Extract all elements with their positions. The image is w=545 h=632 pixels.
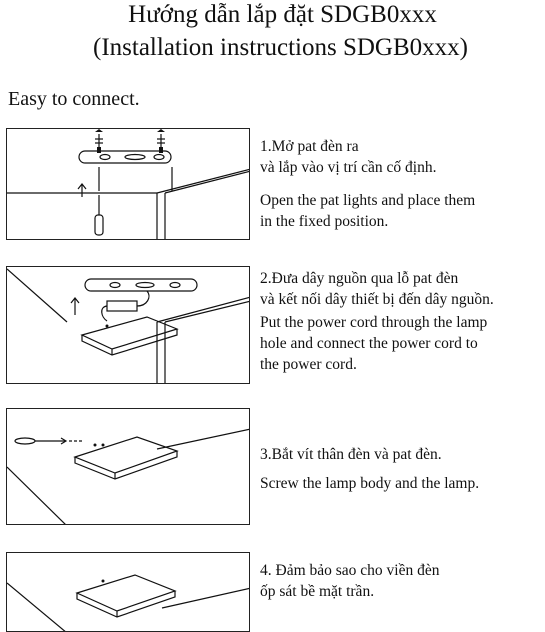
step-1-en-line-2: in the fixed position. <box>260 213 389 230</box>
step-3-en-line-1: Screw the lamp body and the lamp. <box>260 475 480 492</box>
screw-lamp-body-icon <box>7 409 250 525</box>
step-1 <box>6 128 541 243</box>
ceiling-bracket-mount-icon <box>7 129 250 240</box>
step-1-vi-line-1: 1.Mở pat đèn ra <box>260 138 359 155</box>
document-title-english: (Installation instructions SDGB0xxx) <box>93 34 468 61</box>
step-4-text <box>260 560 440 602</box>
step-4-vi-line-1: 4. Đảm bảo sao cho viền đèn <box>260 562 440 579</box>
step-2-en-line-2: hole and connect the power cord to <box>260 335 478 352</box>
intro-text: Easy to connect. <box>8 88 140 110</box>
step-2-vi-line-2: và kết nối dây thiết bị đến dây nguồn. <box>260 291 494 308</box>
step-2-illustration <box>6 266 250 384</box>
document-title-vietnamese: Hướng dẫn lắp đặt SDGB0xxx <box>128 1 437 28</box>
lamp-flush-ceiling-icon <box>7 553 250 632</box>
step-3-vi-line-1: 3.Bắt vít thân đèn và pat đèn. <box>260 446 442 463</box>
step-4-vi-line-2: ốp sát bề mặt trần. <box>260 583 375 600</box>
step-1-illustration <box>6 128 250 240</box>
step-1-en-line-1: Open the pat lights and place them <box>260 192 476 209</box>
step-3-illustration <box>6 408 250 525</box>
power-cord-connection-icon <box>7 267 250 384</box>
step-1-text <box>260 136 475 232</box>
step-2-text <box>260 268 494 375</box>
step-3 <box>6 408 541 526</box>
step-2-en-line-1: Put the power cord through the lamp <box>260 314 488 331</box>
step-2-vi-line-1: 2.Đưa dây nguồn qua lỗ pat đèn <box>260 270 459 287</box>
step-2-en-line-3: the power cord. <box>260 356 357 373</box>
step-2 <box>6 266 541 386</box>
step-4-illustration <box>6 552 250 632</box>
step-4 <box>6 552 541 624</box>
step-1-vi-line-2: và lắp vào vị trí cần cố định. <box>260 159 437 176</box>
step-3-text <box>260 444 479 494</box>
